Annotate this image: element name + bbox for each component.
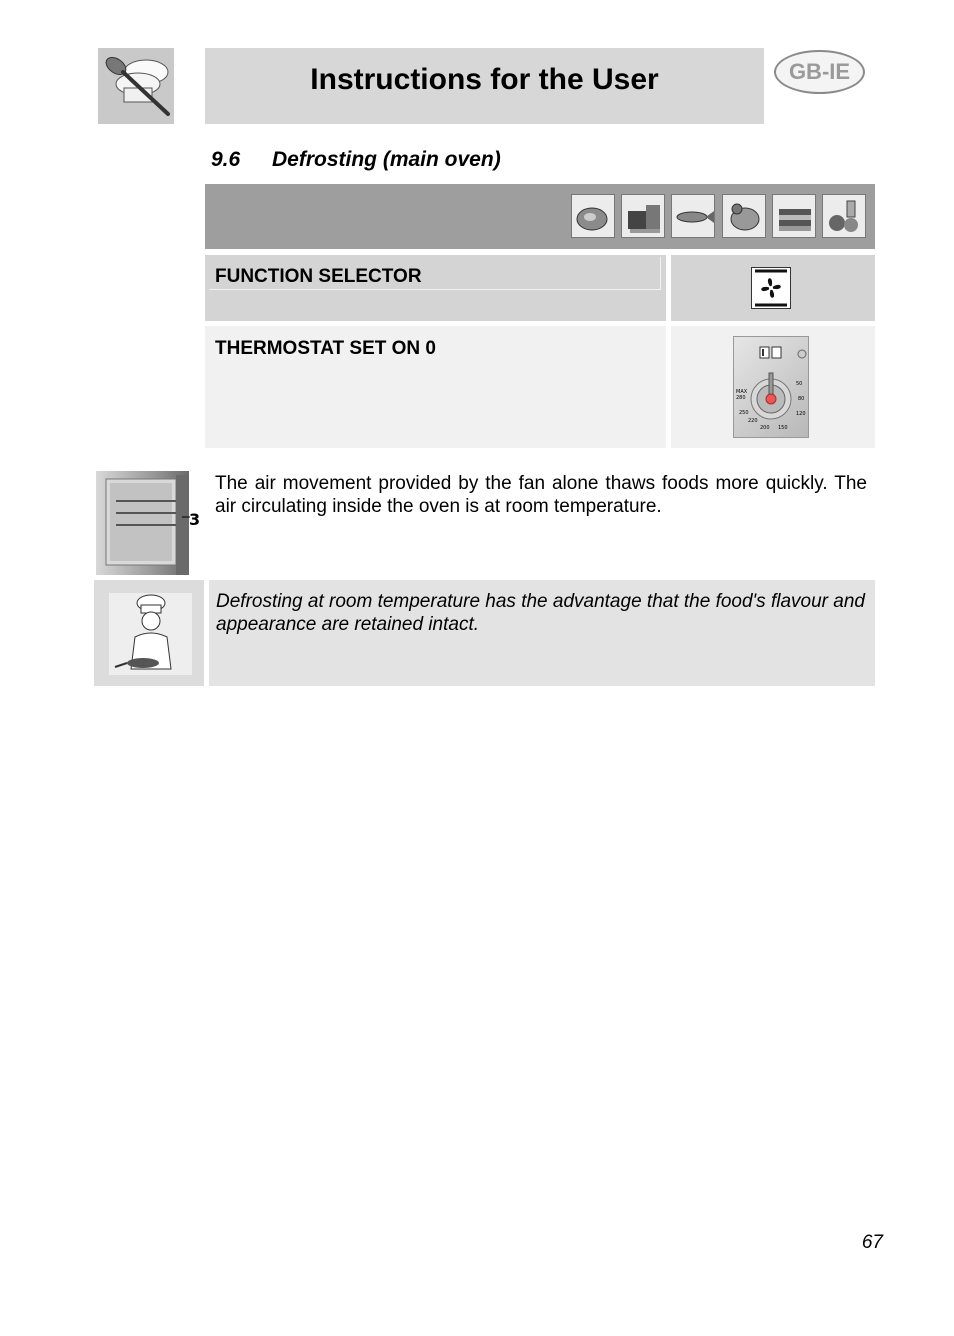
shelf-level-number: 3 — [189, 510, 201, 529]
spoon-and-chef-hat-icon — [98, 48, 174, 124]
page-title: Instructions for the User — [310, 63, 659, 96]
page-number: 67 — [861, 1232, 883, 1253]
dial-label: 80 — [798, 396, 805, 402]
description-paragraph: The air movement provided by the fan alone thaws foods more quickly. The air circulating inside the oven is at room temperature. — [215, 473, 867, 517]
dial-label: 200 — [760, 425, 770, 431]
meat-icon — [571, 194, 615, 238]
fish-icon — [671, 194, 715, 238]
thermostat-knob-icon — [733, 336, 809, 438]
oven-interior-image — [96, 471, 189, 575]
section-title: Defrosting (main oven) — [272, 148, 501, 171]
section-number: 9.6 — [211, 148, 241, 171]
vegetables-icon — [822, 194, 866, 238]
region-badge: GB-IE — [774, 50, 865, 94]
logo — [98, 48, 174, 124]
chef-icon — [109, 593, 192, 675]
fan-function-icon — [751, 267, 791, 309]
dial-label: 280 — [736, 395, 746, 401]
dial-label: 250 — [739, 410, 749, 416]
poultry-icon — [722, 194, 766, 238]
dial-label: 220 — [748, 418, 758, 424]
dial-label: 50 — [796, 381, 803, 387]
shelf-level-marker — [182, 509, 206, 529]
dial-label: 150 — [778, 425, 788, 431]
cake-icon — [772, 194, 816, 238]
tip-text: Defrosting at room temperature has the advantage that the food's flavour and appearance are retained intact. — [216, 591, 865, 635]
dial-label: 120 — [796, 411, 806, 417]
dial-label: MAX — [736, 389, 748, 395]
thermostat-label: THERMOSTAT SET ON 0 — [215, 338, 436, 359]
bread-icon — [621, 194, 665, 238]
function-selector-label: FUNCTION SELECTOR — [215, 266, 422, 287]
